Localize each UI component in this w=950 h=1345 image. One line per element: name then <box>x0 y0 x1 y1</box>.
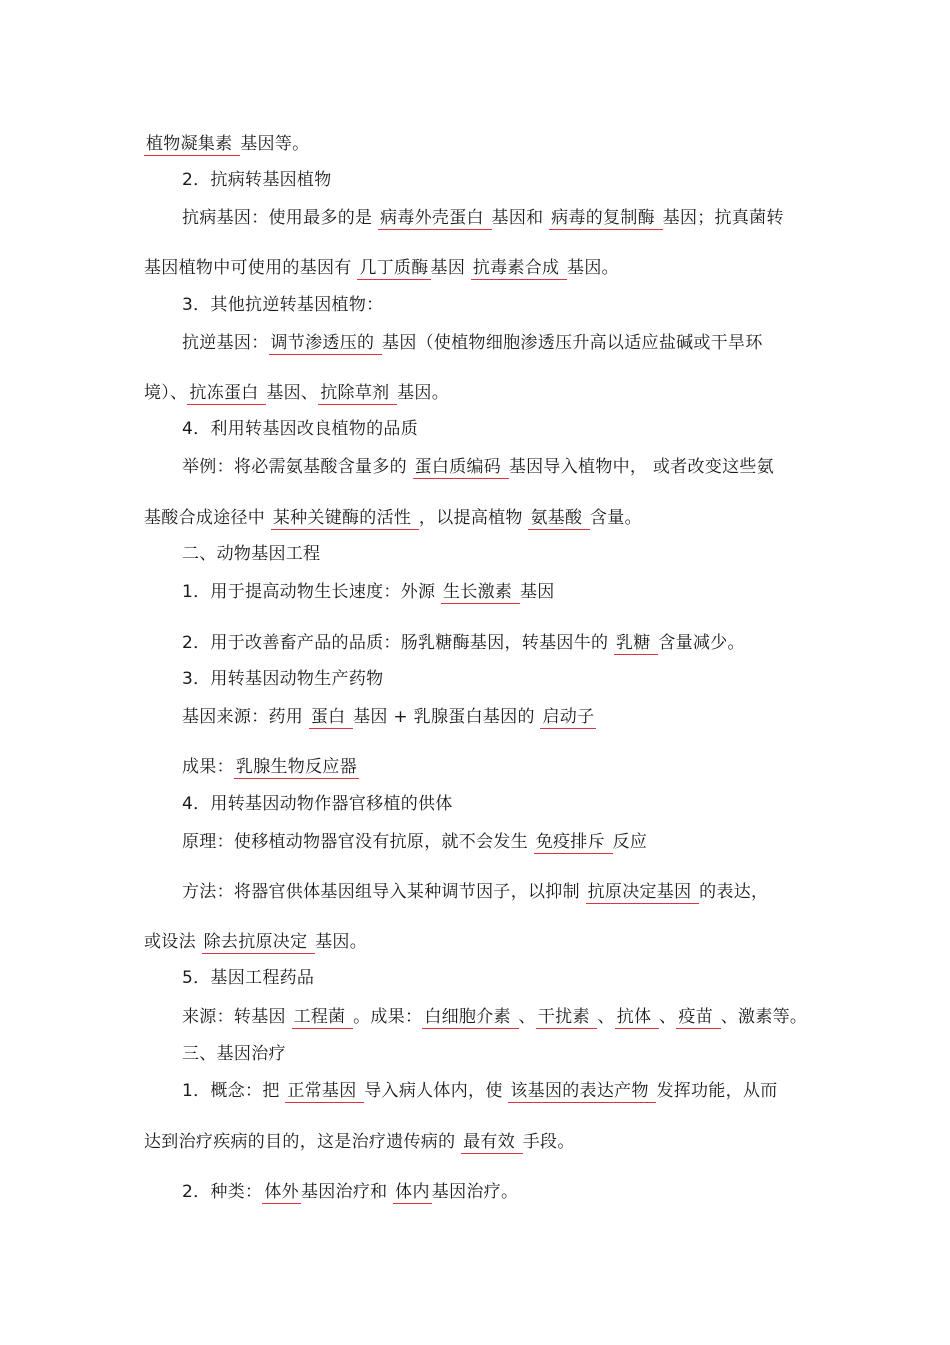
text-line <box>182 293 383 317</box>
text-line <box>182 966 314 990</box>
text-segment: 二、动物基因工程 <box>182 544 321 564</box>
fill-in-answer: 病毒外壳蛋白 <box>380 208 490 228</box>
fill-in-answer: 乳糖 <box>616 633 657 653</box>
fill-in-answer: 调节渗透压的 <box>270 333 381 353</box>
fill-in-answer: 氨基酸 <box>530 508 589 528</box>
text-segment: 抗病基因：使用最多的是 <box>182 208 379 228</box>
text-line <box>144 1130 575 1154</box>
text-segment: 1．概念：把 <box>182 1081 286 1101</box>
text-segment: 基因治疗。 <box>431 1182 519 1202</box>
text-segment: 基因 <box>519 582 555 602</box>
fill-in-answer: 工程菌 <box>293 1007 352 1027</box>
text-line <box>182 705 596 729</box>
text-segment: 的表达， <box>699 882 769 902</box>
text-segment: 基因和 <box>491 208 550 228</box>
text-segment: 、激素等。 <box>720 1007 808 1027</box>
text-segment: 反应 <box>612 832 648 852</box>
text-line <box>182 542 320 566</box>
text-segment: 2．用于改善畜产品的品质：肠乳糖酶基因，转基因牛的 <box>182 633 615 653</box>
text-line <box>144 930 367 954</box>
fill-in-answer: 正常基因 <box>287 1081 363 1101</box>
text-segment: 5．基因工程药品 <box>182 968 315 988</box>
text-line <box>182 331 763 355</box>
text-segment: 、 <box>518 1007 536 1027</box>
text-segment: 基因 + 乳腺蛋白基因的 <box>353 707 541 727</box>
fill-in-answer: 免疫排斥 <box>535 832 611 852</box>
text-line <box>182 667 383 691</box>
fill-in-answer: 体外 <box>264 1182 299 1202</box>
fill-in-answer: 抗毒素合成 <box>472 258 566 278</box>
text-segment: 3．用转基因动物生产药物 <box>182 669 384 689</box>
text-line <box>182 755 359 779</box>
text-segment: 4．利用转基因改良植物的品质 <box>182 419 419 439</box>
text-segment: 成果： <box>182 757 234 777</box>
text-segment: ，以提高植物 <box>418 508 529 528</box>
text-segment: 基因治疗和 <box>300 1182 394 1202</box>
fill-in-answer: 抗体 <box>616 1007 658 1027</box>
text-line <box>144 506 642 530</box>
text-segment: 基因、 <box>266 383 319 403</box>
text-segment: 来源：转基因 <box>182 1007 292 1027</box>
text-segment: 手段。 <box>522 1132 575 1152</box>
fill-in-answer: 体内 <box>395 1182 430 1202</box>
text-segment: 基因植物中可使用的基因有 <box>144 258 358 278</box>
text-line <box>182 1042 286 1066</box>
text-segment: 基因。 <box>567 258 619 278</box>
text-line <box>182 880 768 904</box>
text-line <box>182 1005 807 1029</box>
text-segment: 达到治疗疾病的目的，这是治疗遗传病的 <box>144 1132 462 1152</box>
fill-in-answer: 植物凝集素 <box>146 134 239 154</box>
text-segment: 抗逆基因： <box>182 333 269 353</box>
text-line <box>182 417 418 441</box>
text-segment: 、 <box>597 1007 615 1027</box>
fill-in-answer: 白细胞介素 <box>424 1007 517 1027</box>
fill-in-answer: 病毒的复制酶 <box>551 208 661 228</box>
fill-in-answer: 抗原决定基因 <box>587 882 698 902</box>
text-line <box>182 1180 518 1204</box>
fill-in-answer: 几丁质酶 <box>359 258 429 278</box>
text-line <box>182 631 745 655</box>
text-segment: 方法：将器官供体基因组导入某种调节因子，以抑制 <box>182 882 586 902</box>
fill-in-answer: 最有效 <box>463 1132 521 1152</box>
text-segment: 。成果： <box>353 1007 423 1027</box>
text-segment: 含量。 <box>590 508 642 528</box>
text-segment: 基酸合成途径中 <box>144 508 271 528</box>
text-segment: 、 <box>659 1007 677 1027</box>
text-line <box>144 132 309 156</box>
text-segment: 基因。 <box>315 932 368 952</box>
text-segment: 基因；抗真菌转 <box>662 208 784 228</box>
text-line <box>182 206 784 230</box>
fill-in-answer: 该基因的表达产物 <box>510 1081 655 1101</box>
text-line <box>144 381 449 405</box>
text-segment: 举例：将必需氨基酸含量多的 <box>182 457 413 477</box>
text-segment: 基因导入植物中， 或者改变这些氨 <box>508 457 775 477</box>
text-segment: 境）、 <box>144 383 188 403</box>
fill-in-answer: 除去抗原决定 <box>203 932 314 952</box>
text-segment: 基因。 <box>397 383 450 403</box>
text-line <box>182 830 647 854</box>
text-segment: 或设法 <box>144 932 202 952</box>
text-line <box>182 1079 778 1103</box>
text-segment: 发挥功能，从而 <box>656 1081 778 1101</box>
text-segment: 3．其他抗逆转基因植物： <box>182 295 384 315</box>
text-line <box>144 256 619 280</box>
text-segment: 基因 <box>430 258 471 278</box>
fill-in-answer: 某种关键酶的活性 <box>272 508 417 528</box>
text-segment: 三、基因治疗 <box>182 1044 286 1064</box>
text-segment: 基因等。 <box>240 134 310 154</box>
fill-in-answer: 蛋白 <box>310 707 352 727</box>
text-segment: 2．抗病转基因植物 <box>182 170 332 190</box>
text-line <box>182 792 453 816</box>
text-segment: 2．种类： <box>182 1182 263 1202</box>
fill-in-answer: 生长激素 <box>443 582 518 602</box>
text-segment: 基因来源：药用 <box>182 707 309 727</box>
text-segment: 1．用于提高动物生长速度：外源 <box>182 582 442 602</box>
fill-in-answer: 抗除草剂 <box>320 383 396 403</box>
fill-in-answer: 乳腺生物反应器 <box>235 757 358 777</box>
text-line <box>182 580 555 604</box>
text-line <box>182 168 332 192</box>
text-segment: 基因（使植物细胞渗透压升高以适应盐碱或干旱环 <box>382 333 763 353</box>
text-segment: 含量减少。 <box>658 633 745 653</box>
fill-in-answer: 抗冻蛋白 <box>189 383 265 403</box>
text-segment: 4．用转基因动物作器官移植的供体 <box>182 794 453 814</box>
text-segment: 导入病人体内，使 <box>364 1081 509 1101</box>
text-line <box>182 455 774 479</box>
fill-in-answer: 启动子 <box>542 707 595 727</box>
fill-in-answer: 疫苗 <box>678 1007 719 1027</box>
fill-in-answer: 干扰素 <box>537 1007 596 1027</box>
fill-in-answer: 蛋白质编码 <box>414 457 507 477</box>
text-segment: 原理：使移植动物器官没有抗原，就不会发生 <box>182 832 534 852</box>
